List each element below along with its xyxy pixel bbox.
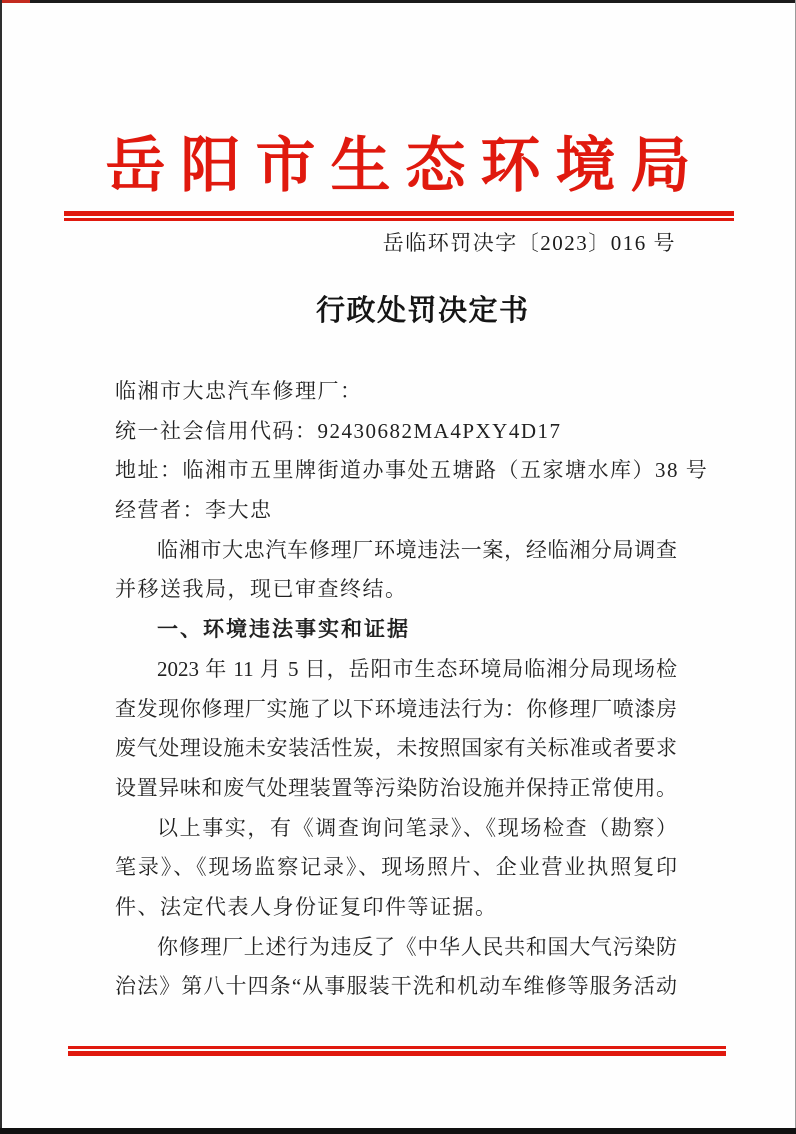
body-line: 设置异味和废气处理装置等污染防治设施并保持正常使用。 bbox=[115, 775, 677, 800]
body-line-recipient: 临湘市大忠汽车修理厂： bbox=[115, 379, 363, 403]
body-line: 笔录》、《现场监察记录》、现场照片、企业营业执照复印 bbox=[115, 855, 677, 880]
document-body bbox=[115, 372, 709, 1007]
footer-rule-thick bbox=[68, 1051, 726, 1057]
footer-double-rule bbox=[68, 1046, 726, 1056]
body-section-heading: 一、环境违法事实和证据 bbox=[157, 617, 410, 642]
body-line-operator: 经营者：李大忠 bbox=[115, 498, 273, 523]
letterhead-double-rule bbox=[64, 211, 734, 221]
letterhead-rule-thin bbox=[64, 218, 734, 221]
scan-edge-bottom bbox=[0, 1128, 796, 1134]
scan-edge-top bbox=[0, 0, 796, 3]
body-line: 治法》第八十四条“从事服装干洗和机动车维修等服务活动 bbox=[115, 974, 677, 999]
body-line: 你修理厂上述行为违反了《中华人民共和国大气污染防 bbox=[157, 934, 677, 959]
document-title: 行政处罚决定书 bbox=[316, 295, 530, 327]
body-line: 废气处理设施未安装活性炭，未按照国家有关标准或者要求 bbox=[115, 736, 677, 761]
body-line: 临湘市大忠汽车修理厂环境违法一案，经临湘分局调查 bbox=[157, 537, 677, 562]
body-line: 2023 年 11 月 5 日，岳阳市生态环境局临湘分局现场检 bbox=[157, 656, 677, 681]
document-reference-number: 岳临环罚决字〔2023〕016 号 bbox=[382, 231, 676, 255]
body-line: 以上事实，有《调查询问笔录》、《现场检查（勘察） bbox=[157, 815, 677, 840]
body-line: 件、法定代表人身份证复印件等证据。 bbox=[115, 894, 498, 919]
agency-letterhead-title: 岳阳市生态环境局 bbox=[105, 133, 706, 199]
scan-artifact-red-streak bbox=[0, 0, 30, 3]
body-line: 并移送我局，现已审查终结。 bbox=[115, 577, 408, 602]
body-line-credit-code: 统一社会信用代码：92430682MA4PXY4D17 bbox=[115, 418, 562, 443]
body-line-address: 地址：临湘市五里牌街道办事处五塘路（五家塘水库）38 号 bbox=[115, 458, 709, 483]
body-line: 查发现你修理厂实施了以下环境违法行为：你修理厂喷漆房 bbox=[115, 696, 677, 721]
